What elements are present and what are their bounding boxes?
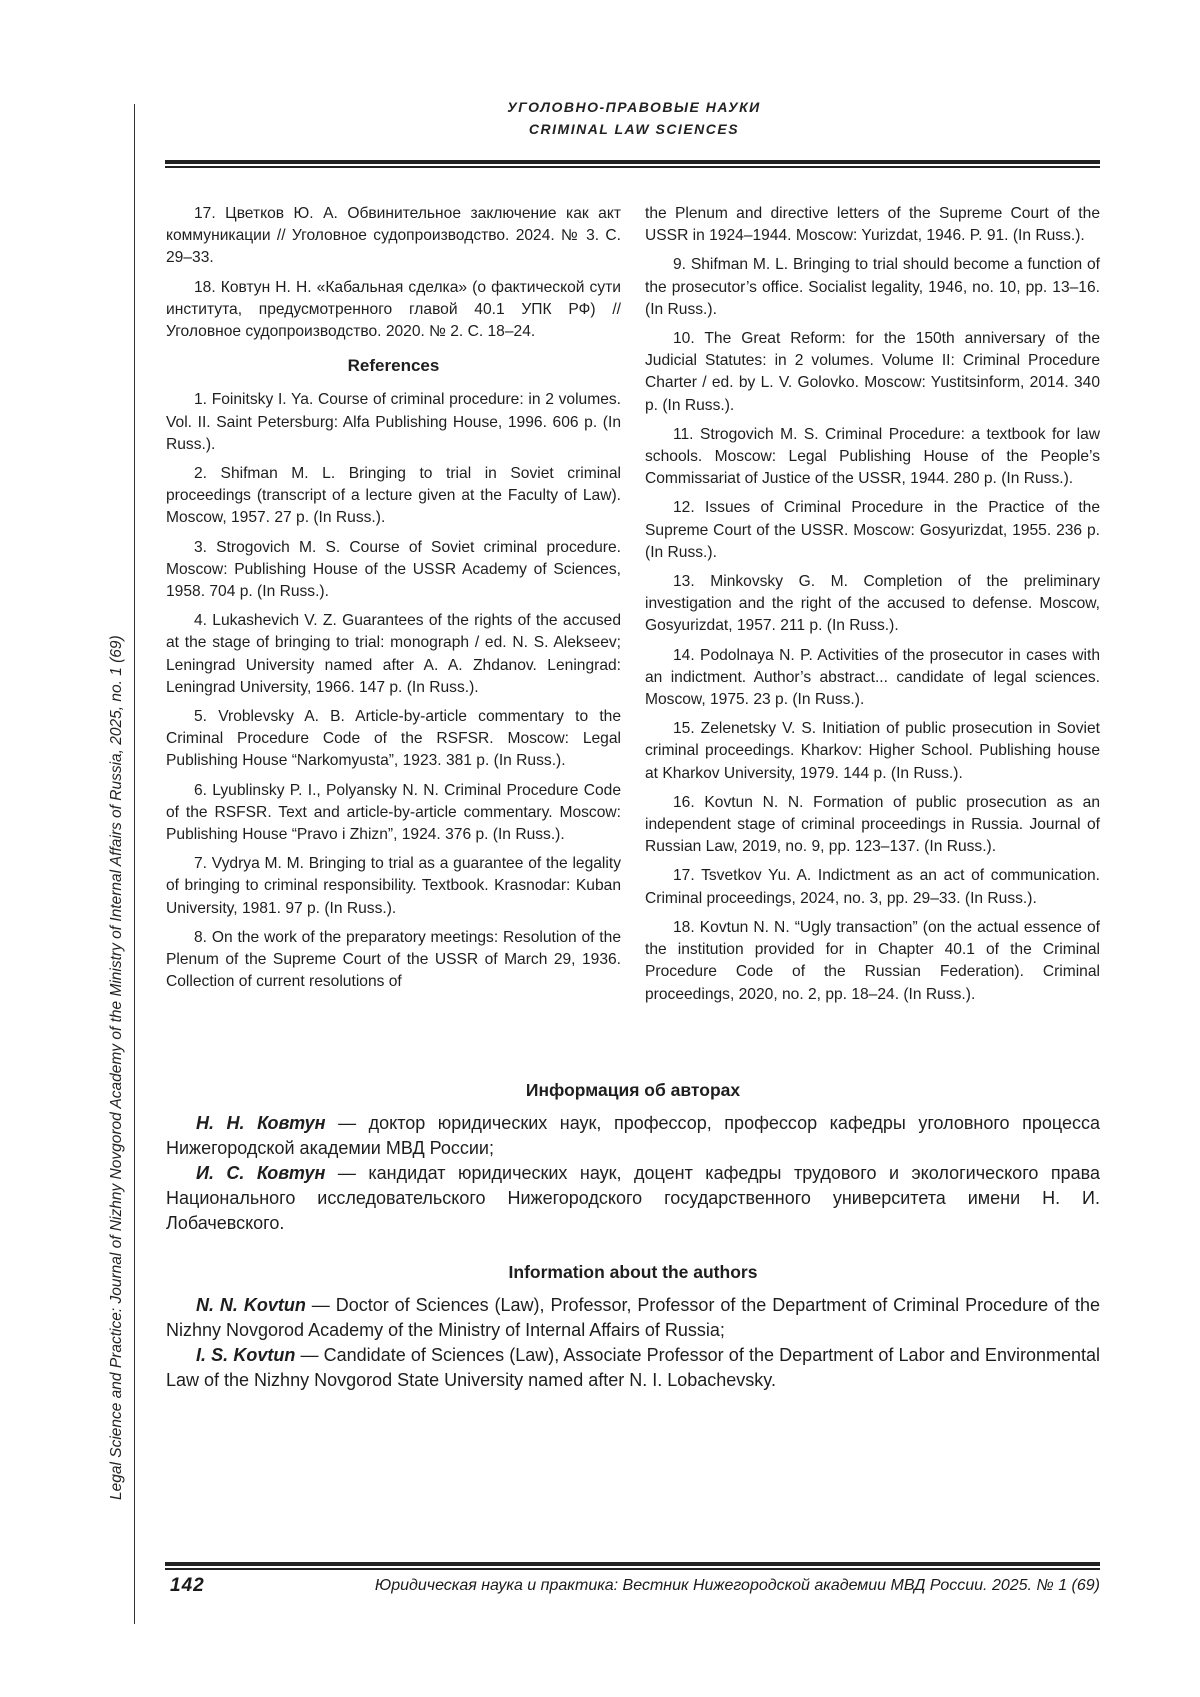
author-name: И. С. Ковтун (196, 1163, 326, 1183)
authors-heading-ru: Информация об авторах (525, 1080, 741, 1100)
reference-item: 8. On the work of the preparatory meetings: Resolution of the Plenum of the Supreme Court of the USSR of March 29, 1936. Collection of current resolutions of (166, 928, 621, 991)
header-rule (165, 160, 1100, 168)
author-description: — Candidate of Sciences (Law), Associate Professor of the Department of Labor and Environmental Law of the Nizhny Novgorod State University named after N. I. Lobachevsky. (166, 1345, 1100, 1390)
reference-item: 13. Minkovsky G. M. Completion of the preliminary investigation and the right of the accused to defense. Moscow, Gosyurizdat, 1957. 211 p. (In Russ.). (645, 573, 1100, 635)
footer-journal-title: Юридическая наука и практика: Вестник Нижегородской академии МВД России. 2025. № 1 (69) (374, 1577, 1100, 1594)
reference-continuation: the Plenum and directive letters of the Supreme Court of the USSR in 1924–1944. Moscow: Yurizdat, 1946. P. 91. (In Russ.). (645, 205, 1100, 245)
authors-info-en (166, 1260, 1100, 1393)
reference-item: 6. Lyublinsky P. I., Polyansky N. N. Criminal Procedure Code of the RSFSR. Text and article-by-article commentary. Moscow: Publishing House “Pravo i Zhizn”, 1924. 376 p. (In Russ.). (166, 781, 621, 844)
reference-item: 15. Zelenetsky V. S. Initiation of public prosecution in Soviet criminal proceedings. Kharkov: Higher School. Publishing house at Kharkov University, 1979. 144 p. (In Russ.). (645, 720, 1100, 782)
reference-item: 14. Podolnaya N. P. Activities of the prosecutor in cases with an indictment. Author’s abstract... candidate of legal sciences. Moscow, 1975. 23 p. (In Russ.). (645, 646, 1100, 709)
ru-reference-item: 17. Цветков Ю. А. Обвинительное заключение как акт коммуникации // Уголовное судопроизводство. 2024. № 3. С. 29–33. (166, 205, 621, 267)
header-line-ru: УГОЛОВНО-ПРАВОВЫЕ НАУКИ (507, 99, 761, 115)
reference-item: 11. Strogovich M. S. Criminal Procedure: a textbook for law schools. Moscow: Legal Publishing House of the People’s Commissariat of Justice of the USSR, 1944. 280 p. (In Russ.). (645, 425, 1100, 488)
reference-item: 17. Tsvetkov Yu. A. Indictment as an act of communication. Criminal proceedings, 2024, no. 3, pp. 29–33. (In Russ.). (645, 867, 1100, 907)
reference-item: 16. Kovtun N. N. Formation of public prosecution as an independent stage of criminal proceedings in Russia. Journal of Russian Law, 2019, no. 9, pp. 123–137. (In Russ.). (645, 793, 1100, 856)
reference-item: 9. Shifman M. L. Bringing to trial should become a function of the prosecutor’s office. Socialist legality, 1946, no. 10, pp. 13–16. (In Russ.). (645, 256, 1100, 318)
reference-item: 1. Foinitsky I. Ya. Course of criminal procedure: in 2 volumes. Vol. II. Saint Petersburg: Alfa Publishing House, 1996. 606 p. (In Russ.). (166, 391, 621, 453)
section-header (170, 96, 1098, 140)
author-description: — Doctor of Sciences (Law), Professor, Professor of the Department of Criminal Procedure of the Nizhny Novgorod Academy of the Ministry of Internal Affairs of Russia; (166, 1295, 1100, 1340)
author-description: — кандидат юридических наук, доцент кафедры трудового и экологического права Национального исследовательского Нижегородского государственного университета имени Н. И. Лобачевского. (166, 1163, 1100, 1233)
left-column (166, 203, 621, 1001)
author-name: I. S. Kovtun (196, 1345, 296, 1365)
reference-item: 7. Vydrya M. M. Bringing to trial as a guarantee of the legality of bringing to criminal responsibility. Textbook. Krasnodar: Kuban University, 1981. 97 p. (In Russ.). (166, 855, 621, 917)
ru-reference-item: 18. Ковтун Н. Н. «Кабальная сделка» (о фактической сути института, предусмотренного главой 40.1 УПК РФ) // Уголовное судопроизводство. 2020. № 2. С. 18–24. (166, 278, 621, 341)
page-footer (170, 1573, 1100, 1603)
reference-item: 18. Kovtun N. N. “Ugly transaction” (on the actual essence of the institution provided for in Chapter 40.1 of the Criminal Procedure Code of the Russian Federation). Criminal proceedings, 2020, no. 2, pp. 18–24. (In Russ.). (645, 918, 1100, 1003)
page-number: 142 (170, 1575, 205, 1596)
author-entry (166, 1343, 1100, 1393)
authors-heading-en: Information about the authors (508, 1262, 758, 1282)
right-column (645, 203, 1100, 1013)
reference-item: 5. Vroblevsky A. B. Article-by-article commentary to the Criminal Procedure Code of the RSFSR. Moscow: Legal Publishing House “Narkomyusta”, 1923. 381 p. (In Russ.). (166, 708, 621, 770)
reference-item: 10. The Great Reform: for the 150th anniversary of the Judicial Statutes: in 2 volumes. Volume II: Criminal Procedure Charter / ed. by L. V. Golovko. Moscow: Yustitsinform, 2014. 340 p. (In Russ.). (645, 330, 1100, 414)
authors-info-ru (166, 1078, 1100, 1236)
footer-rule (165, 1562, 1100, 1570)
author-name: N. N. Kovtun (196, 1295, 306, 1315)
author-entry (166, 1111, 1100, 1161)
author-name: Н. Н. Ковтун (196, 1113, 326, 1133)
side-journal-title: Legal Science and Practice: Journal of Nizhny Novgorod Academy of the Ministry of Internal Affairs of Russia, 2025, no. 1 (69) (108, 635, 125, 1500)
author-entry (166, 1293, 1100, 1343)
author-description: — доктор юридических наук, профессор, профессор кафедры уголовного процесса Нижегородской академии МВД России; (166, 1113, 1100, 1158)
reference-item: 4. Lukashevich V. Z. Guarantees of the rights of the accused at the stage of bringing to trial: monograph / ed. N. S. Alekseev; Leningrad University named after A. A. Zhdanov. Leningrad: Leningrad University, 1966. 147 p. (In Russ.). (166, 612, 621, 696)
reference-item: 3. Strogovich M. S. Course of Soviet criminal procedure. Moscow: Publishing House of the USSR Academy of Sciences, 1958. 704 p. (In Russ.). (166, 538, 621, 601)
references-heading: References (347, 356, 440, 376)
reference-item: 12. Issues of Criminal Procedure in the Practice of the Supreme Court of the USSR. Moscow: Gosyurizdat, 1955. 236 p. (In Russ.). (645, 499, 1100, 561)
left-margin-rule (134, 104, 135, 1624)
author-entry (166, 1161, 1100, 1236)
header-line-en: CRIMINAL LAW SCIENCES (528, 121, 740, 137)
reference-item: 2. Shifman M. L. Bringing to trial in Soviet criminal proceedings (transcript of a lecture given at the Faculty of Law). Moscow, 1957. 27 p. (In Russ.). (166, 465, 621, 527)
